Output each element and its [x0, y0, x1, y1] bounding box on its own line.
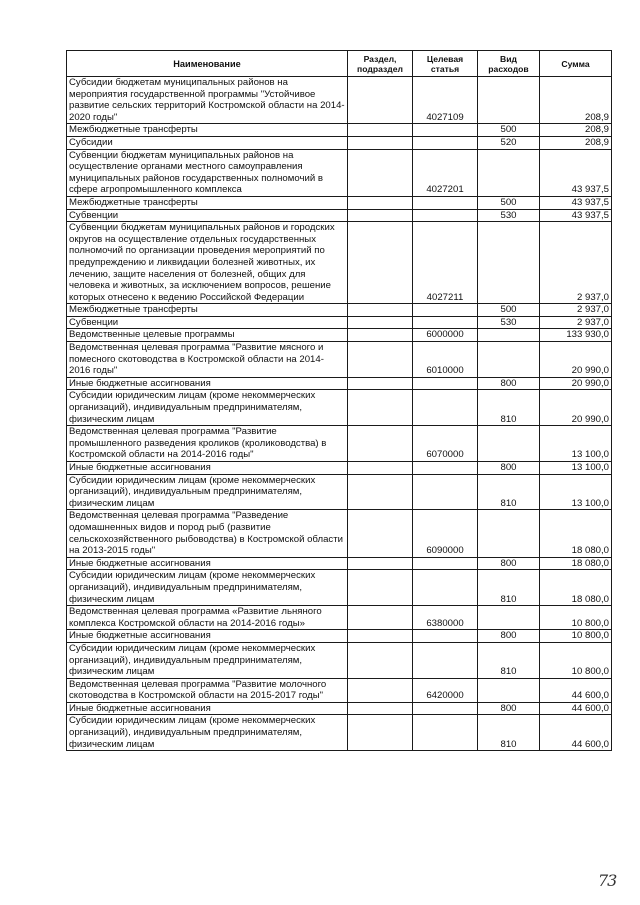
row-name-cell: Субвенции — [67, 316, 348, 329]
row-target-cell — [413, 390, 478, 426]
row-name-cell: Субвенции бюджетам муниципальных районов на осуществление органами местного самоуправления муниципальных районов государственных полномочий в сфере агропромышленного комплекса — [67, 149, 348, 196]
table-row — [67, 222, 612, 304]
row-sum-cell: 208,9 — [540, 124, 612, 137]
row-kind-cell — [478, 149, 540, 196]
row-section-cell — [348, 316, 413, 329]
row-target-cell — [413, 316, 478, 329]
row-kind-cell: 500 — [478, 196, 540, 209]
row-section-cell — [348, 606, 413, 630]
table-row — [67, 304, 612, 317]
row-name-cell: Субсидии — [67, 136, 348, 149]
row-target-cell: 6420000 — [413, 678, 478, 702]
row-sum-cell: 43 937,5 — [540, 209, 612, 222]
row-section-cell — [348, 149, 413, 196]
row-section-cell — [348, 557, 413, 570]
table-row — [67, 426, 612, 462]
table-row — [67, 630, 612, 643]
table-row — [67, 149, 612, 196]
row-target-cell — [413, 702, 478, 715]
row-sum-cell: 133 930,0 — [540, 329, 612, 342]
row-name-cell: Субсидии бюджетам муниципальных районов на мероприятия государственной программы "Устойчивое развитие сельских территорий Костромской области на 2014-2020 годы" — [67, 77, 348, 124]
row-target-cell — [413, 209, 478, 222]
row-name-cell: Иные бюджетные ассигнования — [67, 377, 348, 390]
row-name-cell: Межбюджетные трансферты — [67, 196, 348, 209]
row-kind-cell: 810 — [478, 715, 540, 751]
row-kind-cell: 800 — [478, 630, 540, 643]
row-target-cell — [413, 474, 478, 510]
row-target-cell: 6070000 — [413, 426, 478, 462]
table-row — [67, 209, 612, 222]
row-sum-cell: 18 080,0 — [540, 570, 612, 606]
row-section-cell — [348, 570, 413, 606]
row-name-cell: Субвенции — [67, 209, 348, 222]
row-section-cell — [348, 209, 413, 222]
row-kind-cell: 800 — [478, 557, 540, 570]
row-target-cell: 4027201 — [413, 149, 478, 196]
row-section-cell — [348, 702, 413, 715]
table-row — [67, 377, 612, 390]
row-kind-cell — [478, 606, 540, 630]
row-kind-cell: 810 — [478, 642, 540, 678]
row-kind-cell: 810 — [478, 570, 540, 606]
row-kind-cell — [478, 426, 540, 462]
row-section-cell — [348, 474, 413, 510]
row-section-cell — [348, 136, 413, 149]
row-kind-cell: 810 — [478, 474, 540, 510]
row-section-cell — [348, 390, 413, 426]
row-sum-cell: 20 990,0 — [540, 342, 612, 378]
row-sum-cell: 2 937,0 — [540, 222, 612, 304]
row-section-cell — [348, 462, 413, 475]
row-sum-cell: 208,9 — [540, 136, 612, 149]
row-name-cell: Ведомственная целевая программа "Развитие мясного и помесного скотоводства в Костромской области на 2014-2016 годы" — [67, 342, 348, 378]
table-row — [67, 702, 612, 715]
column-header-name: Наименование — [67, 51, 348, 77]
column-header-section: Раздел, подраздел — [348, 51, 413, 77]
table-row — [67, 390, 612, 426]
row-sum-cell: 10 800,0 — [540, 630, 612, 643]
row-target-cell — [413, 124, 478, 137]
row-section-cell — [348, 426, 413, 462]
row-kind-cell: 530 — [478, 209, 540, 222]
row-target-cell: 6380000 — [413, 606, 478, 630]
column-header-kind: Вид расходов — [478, 51, 540, 77]
row-target-cell — [413, 715, 478, 751]
row-target-cell — [413, 642, 478, 678]
row-kind-cell: 810 — [478, 390, 540, 426]
table-row — [67, 678, 612, 702]
row-sum-cell: 18 080,0 — [540, 557, 612, 570]
row-section-cell — [348, 329, 413, 342]
row-sum-cell: 43 937,5 — [540, 149, 612, 196]
table-row — [67, 316, 612, 329]
row-section-cell — [348, 510, 413, 557]
row-target-cell — [413, 196, 478, 209]
row-kind-cell — [478, 77, 540, 124]
row-name-cell: Субвенции бюджетам муниципальных районов и городских округов на осуществление отдельных государственных полномочий по организации проведения мероприятий по предупреждению и ликвидации болезней животных, их лечению, защите населения от болезней, общих для человека и животных, за исключением вопросов, решение которых отнесено к ведению Российской Федерации — [67, 222, 348, 304]
row-name-cell: Иные бюджетные ассигнования — [67, 462, 348, 475]
column-header-sum: Сумма — [540, 51, 612, 77]
row-sum-cell: 44 600,0 — [540, 702, 612, 715]
row-sum-cell: 18 080,0 — [540, 510, 612, 557]
row-name-cell: Субсидии юридическим лицам (кроме некоммерческих организаций), индивидуальным предпринимателям, физическим лицам — [67, 715, 348, 751]
row-name-cell: Субсидии юридическим лицам (кроме некоммерческих организаций), индивидуальным предпринимателям, физическим лицам — [67, 570, 348, 606]
row-sum-cell: 13 100,0 — [540, 426, 612, 462]
row-target-cell: 6090000 — [413, 510, 478, 557]
table-row — [67, 570, 612, 606]
row-section-cell — [348, 377, 413, 390]
row-target-cell — [413, 557, 478, 570]
table-row — [67, 557, 612, 570]
row-target-cell — [413, 570, 478, 606]
row-sum-cell: 20 990,0 — [540, 390, 612, 426]
table-row — [67, 642, 612, 678]
row-section-cell — [348, 342, 413, 378]
row-section-cell — [348, 630, 413, 643]
row-kind-cell — [478, 329, 540, 342]
row-target-cell — [413, 136, 478, 149]
row-kind-cell: 500 — [478, 304, 540, 317]
row-sum-cell: 13 100,0 — [540, 474, 612, 510]
row-kind-cell: 800 — [478, 462, 540, 475]
row-sum-cell: 208,9 — [540, 77, 612, 124]
row-name-cell: Субсидии юридическим лицам (кроме некоммерческих организаций), индивидуальным предпринимателям, физическим лицам — [67, 474, 348, 510]
table-row — [67, 136, 612, 149]
row-sum-cell: 13 100,0 — [540, 462, 612, 475]
row-kind-cell: 530 — [478, 316, 540, 329]
row-target-cell: 4027211 — [413, 222, 478, 304]
row-kind-cell: 800 — [478, 702, 540, 715]
row-name-cell: Иные бюджетные ассигнования — [67, 557, 348, 570]
table-row — [67, 124, 612, 137]
row-name-cell: Субсидии юридическим лицам (кроме некоммерческих организаций), индивидуальным предпринимателям, физическим лицам — [67, 642, 348, 678]
row-name-cell: Иные бюджетные ассигнования — [67, 702, 348, 715]
table-row — [67, 196, 612, 209]
row-section-cell — [348, 196, 413, 209]
table-row — [67, 77, 612, 124]
row-section-cell — [348, 678, 413, 702]
row-kind-cell: 520 — [478, 136, 540, 149]
table-row — [67, 342, 612, 378]
row-kind-cell — [478, 678, 540, 702]
row-name-cell: Ведомственная целевая программа «Развитие льняного комплекса Костромской области на 2014-2016 годы» — [67, 606, 348, 630]
row-kind-cell — [478, 510, 540, 557]
row-section-cell — [348, 304, 413, 317]
row-name-cell: Ведомственная целевая программа "Разведение одомашненных видов и пород рыб (развитие сельскохозяйственного рыбоводства) в Костромской области на 2013-2015 годы" — [67, 510, 348, 557]
row-name-cell: Ведомственная целевая программа "Развитие молочного скотоводства в Костромской области на 2015-2017 годы" — [67, 678, 348, 702]
row-name-cell: Ведомственные целевые программы — [67, 329, 348, 342]
page-number: 73 — [598, 871, 617, 890]
table-row — [67, 510, 612, 557]
row-target-cell — [413, 462, 478, 475]
row-target-cell — [413, 630, 478, 643]
row-sum-cell: 20 990,0 — [540, 377, 612, 390]
row-sum-cell: 44 600,0 — [540, 678, 612, 702]
row-target-cell: 6010000 — [413, 342, 478, 378]
row-sum-cell: 10 800,0 — [540, 642, 612, 678]
column-header-target: Целевая статья — [413, 51, 478, 77]
row-section-cell — [348, 642, 413, 678]
table-row — [67, 606, 612, 630]
row-name-cell: Межбюджетные трансферты — [67, 304, 348, 317]
row-section-cell — [348, 222, 413, 304]
budget-table — [66, 50, 612, 751]
row-kind-cell: 500 — [478, 124, 540, 137]
row-section-cell — [348, 77, 413, 124]
row-kind-cell — [478, 342, 540, 378]
row-name-cell: Субсидии юридическим лицам (кроме некоммерческих организаций), индивидуальным предпринимателям, физическим лицам — [67, 390, 348, 426]
table-body — [67, 77, 612, 751]
row-target-cell — [413, 304, 478, 317]
row-sum-cell: 44 600,0 — [540, 715, 612, 751]
row-section-cell — [348, 715, 413, 751]
row-sum-cell: 10 800,0 — [540, 606, 612, 630]
table-row — [67, 474, 612, 510]
table-header — [67, 51, 612, 77]
row-sum-cell: 2 937,0 — [540, 316, 612, 329]
header-row — [67, 51, 612, 77]
row-target-cell: 6000000 — [413, 329, 478, 342]
table-row — [67, 329, 612, 342]
row-sum-cell: 2 937,0 — [540, 304, 612, 317]
row-name-cell: Иные бюджетные ассигнования — [67, 630, 348, 643]
row-kind-cell — [478, 222, 540, 304]
row-target-cell — [413, 377, 478, 390]
row-target-cell: 4027109 — [413, 77, 478, 124]
row-name-cell: Ведомственная целевая программа "Развитие промышленного разведения кроликов (кролиководства) в Костромской области на 2014-2016 годы" — [67, 426, 348, 462]
row-name-cell: Межбюджетные трансферты — [67, 124, 348, 137]
row-sum-cell: 43 937,5 — [540, 196, 612, 209]
row-kind-cell: 800 — [478, 377, 540, 390]
table-row — [67, 715, 612, 751]
row-section-cell — [348, 124, 413, 137]
table-row — [67, 462, 612, 475]
